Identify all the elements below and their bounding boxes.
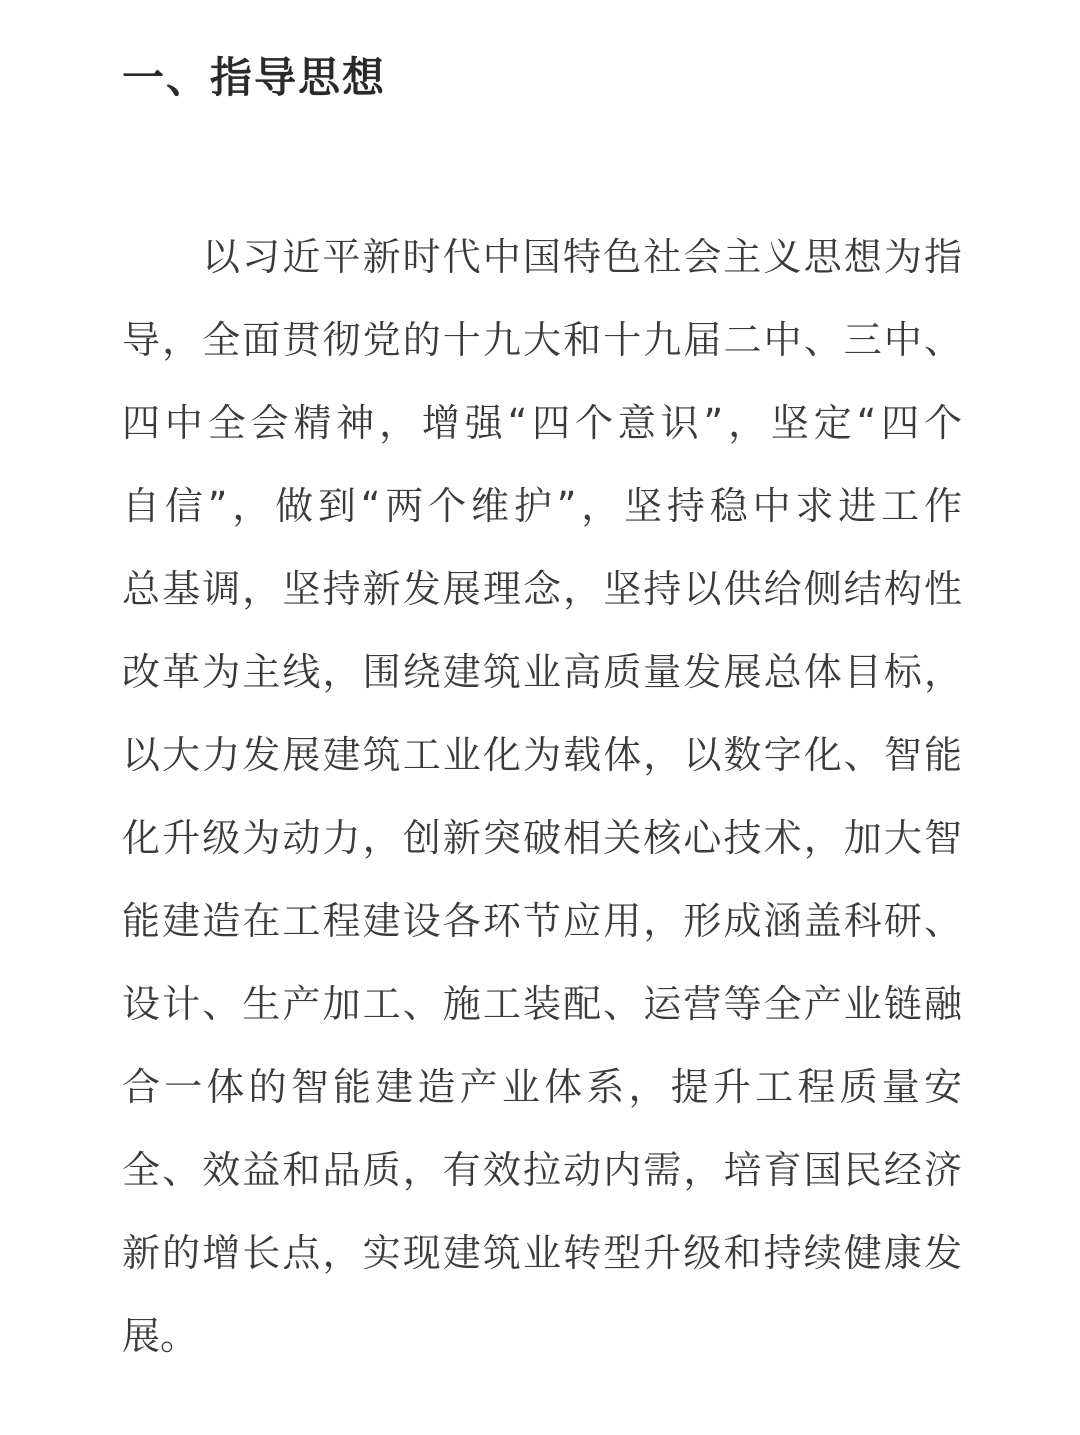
paragraph-line: 展。 <box>122 1314 199 1358</box>
paragraph-line: 新的增长点，实现建筑业转型升级和持续健康发 <box>122 1231 962 1275</box>
paragraph-line: 能建造在工程建设各环节应用，形成涵盖科研、 <box>122 899 962 943</box>
paragraph-line: 导，全面贯彻党的十九大和十九届二中、三中、 <box>122 318 962 362</box>
section-heading: 一、指导思想 <box>122 53 387 102</box>
paragraph-line: 合一体的智能建造产业体系，提升工程质量安 <box>122 1065 962 1109</box>
paragraph-line: 四中全会精神，增强“四个意识”，坚定“四个 <box>122 401 962 445</box>
paragraph-line: 总基调，坚持新发展理念，坚持以供给侧结构性 <box>122 567 962 611</box>
paragraph-line: 自信”，做到“两个维护”，坚持稳中求进工作 <box>122 484 962 528</box>
paragraph-line: 以大力发展建筑工业化为载体，以数字化、智能 <box>122 733 962 777</box>
guiding-ideology-paragraph <box>122 220 962 1382</box>
paragraph-line: 以习近平新时代中国特色社会主义思想为指 <box>202 235 962 279</box>
paragraph-line: 全、效益和品质，有效拉动内需，培育国民经济 <box>122 1148 962 1192</box>
paragraph-line: 改革为主线，围绕建筑业高质量发展总体目标， <box>122 650 962 694</box>
paragraph-line: 化升级为动力，创新突破相关核心技术，加大智 <box>122 816 962 860</box>
paragraph-line: 设计、生产加工、施工装配、运营等全产业链融 <box>122 982 962 1026</box>
